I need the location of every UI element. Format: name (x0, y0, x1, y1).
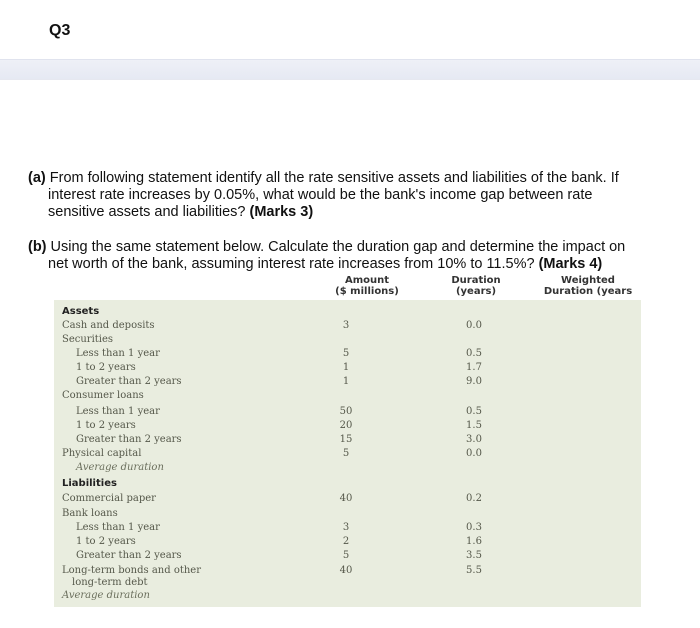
table-row (54, 434, 641, 448)
row-label: Commercial paper (62, 493, 156, 504)
row-label: Average duration (62, 590, 150, 601)
table-row (54, 306, 641, 320)
table-row (54, 478, 641, 492)
row-duration: 0.3 (466, 522, 482, 533)
part-a-line3-wrap (28, 204, 648, 221)
table-row (54, 522, 641, 536)
row-label: Less than 1 year (76, 348, 160, 359)
row-label: long-term debt (72, 577, 148, 588)
part-a-line3: sensitive assets and liabilities? (48, 204, 246, 220)
part-a-line1: From following statement identify all the rate sensitive assets and liabilities of the bank. If (49, 170, 619, 186)
row-label: 1 to 2 years (76, 362, 136, 373)
table-row (54, 493, 641, 507)
table-row (54, 376, 641, 390)
row-label: Liabilities (62, 478, 117, 489)
row-amount: 15 (339, 434, 353, 445)
table-row (54, 390, 641, 404)
table-row (54, 448, 641, 462)
part-b-line2-wrap (28, 256, 648, 273)
row-amount: 3 (342, 522, 350, 533)
row-label: Less than 1 year (76, 406, 160, 417)
col-amount-line1: Amount (344, 275, 390, 286)
row-label: Average duration (76, 462, 164, 473)
row-duration: 0.2 (466, 493, 482, 504)
question-label: Q3 (49, 22, 71, 39)
part-a-tag: (a) (28, 170, 46, 186)
col-duration-line1: Duration (451, 275, 501, 286)
row-label: Long-term bonds and other (62, 565, 201, 576)
row-label: Greater than 2 years (76, 376, 182, 387)
row-amount: 40 (339, 493, 353, 504)
row-duration: 1.6 (466, 536, 482, 547)
table-row (54, 590, 641, 604)
row-duration: 3.0 (466, 434, 482, 445)
col-weighted-line2: Duration (years (543, 286, 633, 297)
row-amount: 40 (339, 565, 353, 576)
table-row (54, 348, 641, 362)
part-b-marks: (Marks 4) (538, 256, 603, 272)
row-label: Assets (62, 306, 100, 317)
row-duration: 1.7 (466, 362, 482, 373)
row-amount: 2 (342, 536, 350, 547)
row-label: Less than 1 year (76, 522, 160, 533)
col-weighted-line1: Weighted (561, 275, 615, 286)
row-amount: 5 (342, 348, 350, 359)
table-row (54, 334, 641, 348)
balance-sheet-table (54, 300, 641, 607)
row-duration: 0.0 (466, 448, 482, 459)
table-row (54, 462, 641, 476)
table-row (54, 550, 641, 564)
row-label: Greater than 2 years (76, 550, 182, 561)
row-label: 1 to 2 years (76, 536, 136, 547)
table-row (54, 508, 641, 522)
row-label: Cash and deposits (62, 320, 155, 331)
part-a-marks: (Marks 3) (249, 204, 314, 220)
row-duration: 0.0 (466, 320, 482, 331)
row-amount: 50 (339, 406, 353, 417)
row-amount: 1 (342, 376, 350, 387)
row-duration: 3.5 (466, 550, 482, 561)
row-label: Consumer loans (62, 390, 144, 401)
row-label: Securities (62, 334, 114, 345)
part-a-line2: interest rate increases by 0.05%, what would be the bank's income gap between rate (48, 187, 593, 203)
table-row (54, 320, 641, 334)
row-amount: 5 (342, 448, 350, 459)
row-duration: 0.5 (466, 406, 482, 417)
row-label: Bank loans (62, 508, 118, 519)
table-row (54, 420, 641, 434)
table-row (54, 577, 641, 591)
part-b-text (28, 239, 648, 273)
row-amount: 1 (342, 362, 350, 373)
row-duration: 5.5 (466, 565, 482, 576)
table-row (54, 536, 641, 550)
table-row (54, 406, 641, 420)
col-header-duration (440, 275, 512, 297)
part-b-line1: Using the same statement below. Calculate the duration gap and determine the impact on (50, 239, 626, 255)
row-duration: 9.0 (466, 376, 482, 387)
row-label: 1 to 2 years (76, 420, 136, 431)
row-duration: 0.5 (466, 348, 482, 359)
row-amount: 20 (339, 420, 353, 431)
part-b-tag: (b) (28, 239, 47, 255)
row-amount: 5 (342, 550, 350, 561)
row-label: Physical capital (62, 448, 142, 459)
col-header-weighted (530, 275, 646, 297)
row-duration: 1.5 (466, 420, 482, 431)
col-duration-line2: (years) (455, 286, 497, 297)
col-amount-line2: ($ millions) (335, 286, 399, 297)
part-b-line2: net worth of the bank, assuming interest rate increases from 10% to 11.5%? (48, 256, 535, 272)
row-label: Greater than 2 years (76, 434, 182, 445)
col-header-amount (325, 275, 409, 297)
row-amount: 3 (342, 320, 350, 331)
divider-band (0, 59, 700, 80)
table-row (54, 362, 641, 376)
part-a-text (28, 170, 648, 221)
